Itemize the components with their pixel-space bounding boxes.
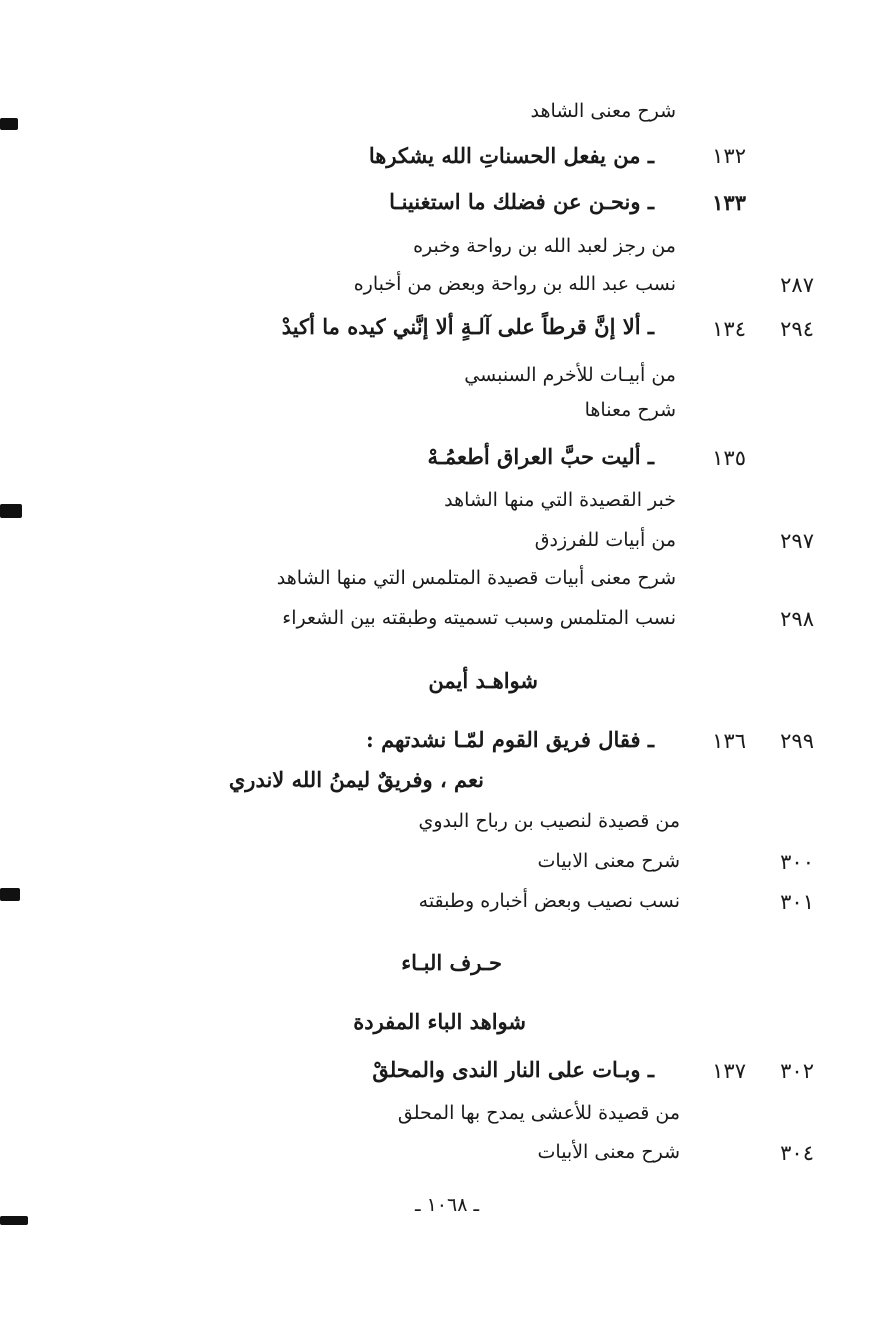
entry-number: ١٣٣: [712, 190, 746, 215]
page-reference: ٢٩٩: [780, 729, 814, 753]
entry-number: ١٣٤: [712, 317, 746, 341]
page-reference: ٣٠٠: [780, 850, 814, 874]
page-reference: ٢٩٨: [780, 607, 814, 631]
entry-text: من قصيدة لنصيب بن رباح البدوي: [418, 810, 680, 832]
entry-text: من قصيدة للأعشى يمدح بها المحلق: [397, 1102, 680, 1124]
scan-mark: [0, 1216, 28, 1225]
entry-number: ١٣٦: [712, 729, 746, 753]
entry-verse: ـ أليت حبَّ العراق أطعمُـهْ: [427, 444, 654, 469]
entry-text: شرح معنى الابيات: [537, 850, 680, 872]
section-heading: شواهـد أيمن: [428, 668, 538, 693]
entry-verse: نعم ، وفريقٌ ليمنُ الله لاندري: [228, 767, 484, 792]
entry-text: من أبيـات للأخرم السنبسي: [464, 364, 676, 386]
entry-text: من أبيات للفرزدق: [534, 529, 676, 551]
entry-text: من رجز لعبد الله بن رواحة وخبره: [413, 235, 676, 257]
page-reference: ٣٠٤: [780, 1141, 814, 1165]
entry-number: ١٣٧: [712, 1059, 746, 1083]
entry-text: شرح معنى أبيات قصيدة المتلمس التي منها الشاهد: [276, 567, 676, 589]
entry-text: شرح معنى الشاهد: [530, 100, 676, 122]
page-reference: ٢٨٧: [780, 273, 814, 297]
entry-text: نسب نصيب وبعض أخباره وطبقته: [418, 890, 680, 912]
entry-text: شرح معناها: [584, 399, 676, 421]
entry-verse: ـ فقال فريق القوم لمّـا نشدتهم :: [366, 727, 654, 752]
scan-mark: [0, 504, 22, 518]
scan-mark: [0, 118, 18, 130]
entry-text: نسب المتلمس وسبب تسميته وطبقته بين الشعراء: [282, 607, 676, 629]
entry-number: ١٣٥: [712, 446, 746, 470]
page-reference: ٣٠١: [780, 890, 814, 914]
entry-verse: ـ من يفعل الحسناتِ الله يشكرها: [368, 143, 654, 168]
entry-text: نسب عبد الله بن رواحة وبعض من أخباره: [353, 273, 676, 295]
page-reference: ٢٩٧: [780, 529, 814, 553]
entry-text: شرح معنى الأبيات: [537, 1141, 680, 1163]
page-number: ـ ١٠٦٨ ـ: [414, 1194, 480, 1216]
scan-mark: [0, 888, 20, 901]
entry-verse: ـ ونحـن عن فضلك ما استغنينـا: [389, 189, 654, 214]
entry-number: ١٣٢: [712, 144, 746, 168]
section-heading: شواهد الباء المفردة: [353, 1009, 526, 1034]
entry-text: خبر القصيدة التي منها الشاهد: [444, 489, 676, 511]
section-heading: حـرف البـاء: [401, 950, 502, 975]
page-reference: ٣٠٢: [780, 1059, 814, 1083]
entry-verse: ـ وبـات على النار الندى والمحلقْ: [372, 1057, 654, 1082]
page-reference: ٢٩٤: [780, 317, 814, 341]
entry-verse: ـ ألا إنَّ قرطاً على آلـةٍ ألا إنَّني كيده ما أكيدْ: [281, 314, 654, 339]
